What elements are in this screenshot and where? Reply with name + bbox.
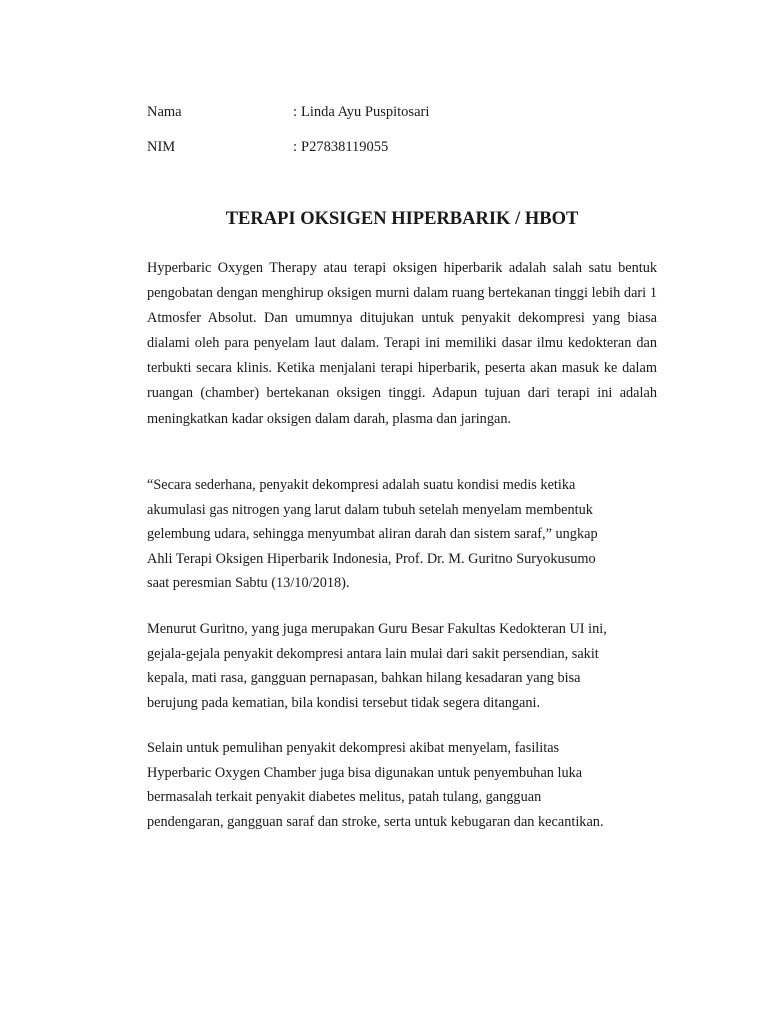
quote-line: saat peresmian Sabtu (13/10/2018).: [147, 575, 350, 591]
guritno-line: gejala-gejala penyakit dekompresi antara lain mulai dari sakit persendian, sakit: [147, 645, 599, 662]
quote-line: Ahli Terapi Oksigen Hiperbarik Indonesia, Prof. Dr. M. Guritno Suryokusumo: [147, 550, 596, 567]
guritno-line: Menurut Guritno, yang juga merupakan Guru Besar Fakultas Kedokteran UI ini,: [147, 621, 607, 637]
facility-line: Selain untuk pemulihan penyakit dekompresi akibat menyelam, fasilitas: [147, 740, 560, 756]
name-row: [147, 103, 429, 121]
paragraph-quote: [147, 473, 657, 596]
facility-line: pendengaran, gangguan saraf dan stroke, serta untuk kebugaran dan kecantikan.: [147, 813, 604, 830]
name-separator: :: [293, 104, 298, 120]
quote-line: “Secara sederhana, penyakit dekompresi adalah suatu kondisi medis ketika: [147, 477, 576, 493]
facility-line: bermasalah terkait penyakit diabetes melitus, patah tulang, gangguan: [147, 789, 542, 805]
name-value: Linda Ayu Puspitosari: [301, 104, 430, 120]
document-title: TERAPI OKSIGEN HIPERBARIK / HBOT: [225, 209, 579, 229]
quote-line: gelembung udara, sehingga menyumbat aliran darah dan sistem saraf,” ungkap: [147, 526, 598, 542]
nim-value: P27838119055: [301, 139, 389, 155]
nim-separator: :: [293, 139, 298, 155]
nim-row: [147, 138, 388, 156]
facility-line: Hyperbaric Oxygen Chamber juga bisa digunakan untuk penyembuhan luka: [147, 764, 583, 781]
guritno-line: kepala, mati rasa, gangguan pernapasan, bahkan hilang kesadaran yang bisa: [147, 670, 581, 686]
quote-line: akumulasi gas nitrogen yang larut dalam tubuh setelah menyelam membentuk: [147, 501, 593, 518]
paragraph-guritno: [147, 617, 657, 715]
guritno-line: berujung pada kematian, bila kondisi tersebut tidak segera ditangani.: [147, 694, 541, 711]
paragraph-intro: Hyperbaric Oxygen Therapy atau terapi oksigen hiperbarik adalah salah satu bentuk pengobatan dengan menghirup oksigen murni dalam ruang bertekanan tinggi lebih dari 1 Atmosfer Absolut. Dan umumnya ditujukan untuk penyakit dekompresi yang biasa dialami oleh para penyelam laut dalam. Terapi ini memiliki dasar ilmu kedokteran dan terbukti secara klinis. Ketika menjalani terapi hiperbarik, peserta akan masuk ke dalam ruangan (chamber) bertekanan oksigen tinggi. Adapun tujuan dari terapi ini adalah meningkatkan kadar oksigen dalam darah, plasma dan jaringan.: [147, 260, 657, 427]
paragraph-facility: [147, 736, 657, 834]
name-label: Nama: [147, 104, 182, 120]
nim-label: NIM: [147, 139, 176, 155]
